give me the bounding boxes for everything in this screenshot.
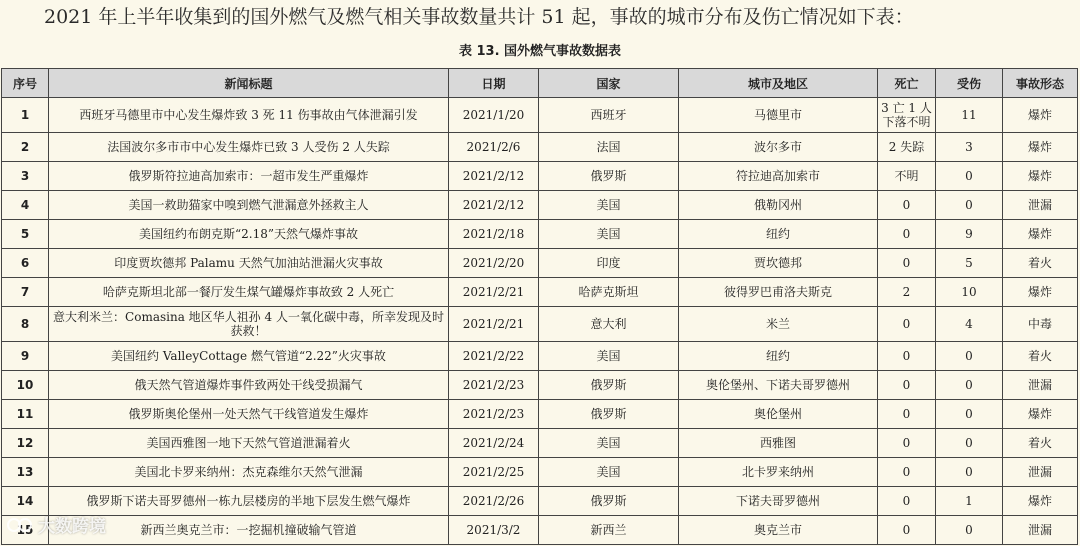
cell-country: 意大利 bbox=[539, 307, 679, 342]
cell-type: 着火 bbox=[1003, 429, 1078, 458]
table-row bbox=[2, 371, 1078, 400]
cell-injured: 0 bbox=[936, 371, 1003, 400]
cell-injured: 4 bbox=[936, 307, 1003, 342]
cell-country: 俄罗斯 bbox=[539, 371, 679, 400]
cell-deaths: 不明 bbox=[878, 162, 936, 191]
cell-city: 符拉迪高加索市 bbox=[679, 162, 878, 191]
cell-date: 2021/2/25 bbox=[449, 458, 539, 487]
table-row bbox=[2, 342, 1078, 371]
table-row bbox=[2, 400, 1078, 429]
col-header-title: 新闻标题 bbox=[49, 69, 449, 98]
col-header-country: 国家 bbox=[539, 69, 679, 98]
cell-city: 纽约 bbox=[679, 342, 878, 371]
cell-index: 7 bbox=[2, 278, 49, 307]
cell-city: 俄勒冈州 bbox=[679, 191, 878, 220]
cell-type: 爆炸 bbox=[1003, 278, 1078, 307]
cell-city: 马德里市 bbox=[679, 98, 878, 133]
cell-deaths: 2 失踪 bbox=[878, 133, 936, 162]
cell-title: 美国一救助猫家中嗅到燃气泄漏意外拯救主人 bbox=[49, 191, 449, 220]
table-row bbox=[2, 162, 1078, 191]
cell-type: 爆炸 bbox=[1003, 133, 1078, 162]
cell-country: 新西兰 bbox=[539, 516, 679, 545]
cell-country: 哈萨克斯坦 bbox=[539, 278, 679, 307]
cell-type: 爆炸 bbox=[1003, 98, 1078, 133]
cell-title: 俄罗斯符拉迪高加索市：一超市发生严重爆炸 bbox=[49, 162, 449, 191]
cell-city: 奥克兰市 bbox=[679, 516, 878, 545]
col-header-city: 城市及地区 bbox=[679, 69, 878, 98]
cell-title: 俄天然气管道爆炸事件致两处干线受损漏气 bbox=[49, 371, 449, 400]
cell-title: 西班牙马德里市中心发生爆炸致 3 死 11 伤事故由气体泄漏引发 bbox=[49, 98, 449, 133]
cell-city: 纽约 bbox=[679, 220, 878, 249]
cell-country: 美国 bbox=[539, 458, 679, 487]
cell-deaths: 0 bbox=[878, 220, 936, 249]
cell-date: 2021/2/20 bbox=[449, 249, 539, 278]
cell-deaths: 2 bbox=[878, 278, 936, 307]
cell-deaths: 0 bbox=[878, 249, 936, 278]
cell-injured: 0 bbox=[936, 400, 1003, 429]
cell-country: 美国 bbox=[539, 220, 679, 249]
cell-country: 印度 bbox=[539, 249, 679, 278]
table-row bbox=[2, 98, 1078, 133]
col-header-type: 事故形态 bbox=[1003, 69, 1078, 98]
cell-deaths: 0 bbox=[878, 307, 936, 342]
cell-date: 2021/2/26 bbox=[449, 487, 539, 516]
cell-title: 美国西雅图一地下天然气管道泄漏着火 bbox=[49, 429, 449, 458]
cell-date: 2021/2/21 bbox=[449, 278, 539, 307]
intro-paragraph: 2021 年上半年收集到的国外燃气及燃气相关事故数量共计 51 起，事故的城市分布及伤亡情况如下表： bbox=[44, 6, 914, 28]
table-row bbox=[2, 458, 1078, 487]
watermark-logo-icon bbox=[6, 514, 34, 536]
cell-date: 2021/2/18 bbox=[449, 220, 539, 249]
cell-injured: 9 bbox=[936, 220, 1003, 249]
cell-city: 米兰 bbox=[679, 307, 878, 342]
cell-title: 新西兰奥克兰市：一挖掘机撞破输气管道 bbox=[49, 516, 449, 545]
cell-city: 西雅图 bbox=[679, 429, 878, 458]
cell-city: 奥伦堡州 bbox=[679, 400, 878, 429]
cell-injured: 0 bbox=[936, 162, 1003, 191]
cell-date: 2021/2/22 bbox=[449, 342, 539, 371]
cell-city: 奥伦堡州、下诺夫哥罗德州 bbox=[679, 371, 878, 400]
cell-index: 10 bbox=[2, 371, 49, 400]
cell-index: 3 bbox=[2, 162, 49, 191]
cell-index: 12 bbox=[2, 429, 49, 458]
table-row bbox=[2, 429, 1078, 458]
cell-type: 爆炸 bbox=[1003, 220, 1078, 249]
cell-city: 彼得罗巴甫洛夫斯克 bbox=[679, 278, 878, 307]
table-row bbox=[2, 307, 1078, 342]
col-header-date: 日期 bbox=[449, 69, 539, 98]
cell-type: 泄漏 bbox=[1003, 458, 1078, 487]
cell-date: 2021/2/21 bbox=[449, 307, 539, 342]
cell-date: 2021/2/12 bbox=[449, 162, 539, 191]
table-body bbox=[2, 98, 1078, 545]
cell-country: 西班牙 bbox=[539, 98, 679, 133]
cell-title: 法国波尔多市市中心发生爆炸已致 3 人受伤 2 人失踪 bbox=[49, 133, 449, 162]
cell-type: 着火 bbox=[1003, 249, 1078, 278]
cell-deaths: 3 亡 1 人下落不明 bbox=[878, 98, 936, 133]
accident-table bbox=[1, 68, 1078, 545]
cell-index: 1 bbox=[2, 98, 49, 133]
cell-index: 15 bbox=[2, 516, 49, 545]
cell-title: 美国纽约 ValleyCottage 燃气管道“2.22”火灾事故 bbox=[49, 342, 449, 371]
cell-index: 2 bbox=[2, 133, 49, 162]
cell-type: 爆炸 bbox=[1003, 162, 1078, 191]
cell-city: 波尔多市 bbox=[679, 133, 878, 162]
cell-country: 美国 bbox=[539, 342, 679, 371]
table-row bbox=[2, 487, 1078, 516]
cell-deaths: 0 bbox=[878, 342, 936, 371]
cell-type: 泄漏 bbox=[1003, 371, 1078, 400]
cell-index: 13 bbox=[2, 458, 49, 487]
cell-injured: 10 bbox=[936, 278, 1003, 307]
table-row bbox=[2, 220, 1078, 249]
cell-deaths: 0 bbox=[878, 429, 936, 458]
col-header-injured: 受伤 bbox=[936, 69, 1003, 98]
cell-index: 9 bbox=[2, 342, 49, 371]
cell-date: 2021/2/23 bbox=[449, 400, 539, 429]
cell-date: 2021/2/12 bbox=[449, 191, 539, 220]
cell-date: 2021/1/20 bbox=[449, 98, 539, 133]
cell-city: 北卡罗来纳州 bbox=[679, 458, 878, 487]
table-row bbox=[2, 516, 1078, 545]
watermark bbox=[6, 512, 106, 537]
cell-injured: 1 bbox=[936, 487, 1003, 516]
cell-index: 8 bbox=[2, 307, 49, 342]
cell-injured: 0 bbox=[936, 458, 1003, 487]
cell-title: 俄罗斯奥伦堡州一处天然气干线管道发生爆炸 bbox=[49, 400, 449, 429]
cell-deaths: 0 bbox=[878, 516, 936, 545]
table-row bbox=[2, 133, 1078, 162]
cell-injured: 0 bbox=[936, 516, 1003, 545]
cell-type: 爆炸 bbox=[1003, 487, 1078, 516]
table-header-row bbox=[2, 69, 1078, 98]
cell-type: 泄漏 bbox=[1003, 191, 1078, 220]
cell-deaths: 0 bbox=[878, 371, 936, 400]
cell-injured: 0 bbox=[936, 191, 1003, 220]
cell-country: 法国 bbox=[539, 133, 679, 162]
cell-title: 俄罗斯下诺夫哥罗德州一栋九层楼房的半地下层发生燃气爆炸 bbox=[49, 487, 449, 516]
cell-country: 俄罗斯 bbox=[539, 487, 679, 516]
table-caption: 表 13. 国外燃气事故数据表 bbox=[458, 44, 622, 59]
cell-type: 着火 bbox=[1003, 342, 1078, 371]
cell-deaths: 0 bbox=[878, 191, 936, 220]
cell-title: 哈萨克斯坦北部一餐厅发生煤气罐爆炸事故致 2 人死亡 bbox=[49, 278, 449, 307]
cell-country: 美国 bbox=[539, 191, 679, 220]
cell-index: 4 bbox=[2, 191, 49, 220]
cell-injured: 5 bbox=[936, 249, 1003, 278]
cell-title: 印度贾坎德邦 Palamu 天然气加油站泄漏火灾事故 bbox=[49, 249, 449, 278]
cell-index: 14 bbox=[2, 487, 49, 516]
cell-title: 美国北卡罗来纳州：杰克森维尔天然气泄漏 bbox=[49, 458, 449, 487]
cell-injured: 0 bbox=[936, 429, 1003, 458]
cell-deaths: 0 bbox=[878, 458, 936, 487]
cell-index: 6 bbox=[2, 249, 49, 278]
table-row bbox=[2, 249, 1078, 278]
col-header-index: 序号 bbox=[2, 69, 49, 98]
cell-deaths: 0 bbox=[878, 400, 936, 429]
cell-title: 意大利米兰：Comasina 地区华人祖孙 4 人一氧化碳中毒，所幸发现及时获救！ bbox=[49, 307, 449, 342]
watermark-text: 大数跨境 bbox=[38, 517, 106, 537]
cell-type: 爆炸 bbox=[1003, 400, 1078, 429]
cell-injured: 0 bbox=[936, 342, 1003, 371]
cell-title: 美国纽约布朗克斯“2.18”天然气爆炸事故 bbox=[49, 220, 449, 249]
cell-country: 俄罗斯 bbox=[539, 162, 679, 191]
cell-index: 5 bbox=[2, 220, 49, 249]
cell-type: 中毒 bbox=[1003, 307, 1078, 342]
cell-date: 2021/3/2 bbox=[449, 516, 539, 545]
cell-injured: 3 bbox=[936, 133, 1003, 162]
table-row bbox=[2, 191, 1078, 220]
col-header-deaths: 死亡 bbox=[878, 69, 936, 98]
cell-country: 美国 bbox=[539, 429, 679, 458]
cell-date: 2021/2/23 bbox=[449, 371, 539, 400]
cell-date: 2021/2/6 bbox=[449, 133, 539, 162]
cell-type: 泄漏 bbox=[1003, 516, 1078, 545]
cell-city: 贾坎德邦 bbox=[679, 249, 878, 278]
cell-country: 俄罗斯 bbox=[539, 400, 679, 429]
cell-date: 2021/2/24 bbox=[449, 429, 539, 458]
cell-deaths: 0 bbox=[878, 487, 936, 516]
table-row bbox=[2, 278, 1078, 307]
cell-city: 下诺夫哥罗德州 bbox=[679, 487, 878, 516]
cell-injured: 11 bbox=[936, 98, 1003, 133]
cell-index: 11 bbox=[2, 400, 49, 429]
